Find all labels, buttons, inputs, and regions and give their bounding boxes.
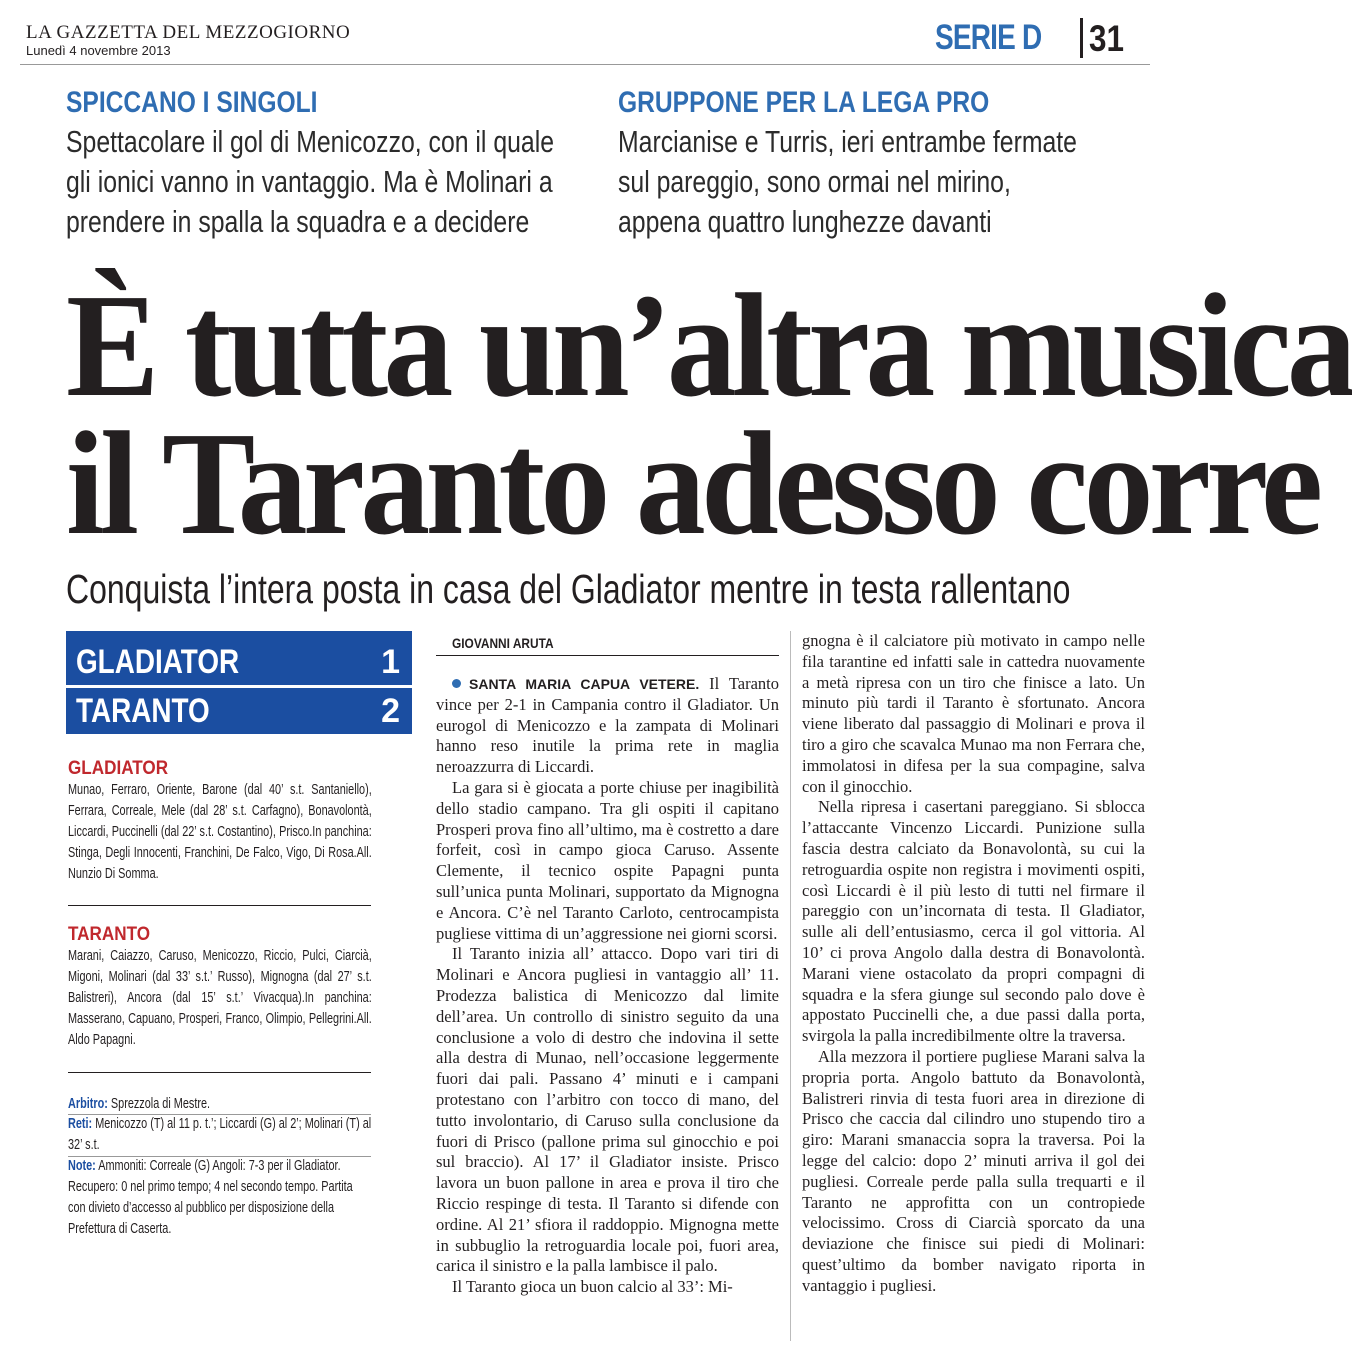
masthead-rule bbox=[20, 64, 1150, 65]
left-kicker-title: SPICCANO I SINGOLI bbox=[66, 86, 318, 119]
lineup-divider bbox=[68, 905, 371, 906]
article-column-2 bbox=[802, 631, 1145, 1297]
subheadline: Conquista l’intera posta in casa del Gladiator mentre in testa rallentano bbox=[66, 566, 1071, 612]
section-title: SERIE D bbox=[935, 18, 1042, 57]
goals-label: Reti: bbox=[68, 1116, 93, 1132]
right-kicker-line: appena quattro lunghezze davanti bbox=[618, 204, 992, 239]
byline-rule bbox=[436, 655, 779, 656]
right-kicker-line: sul pareggio, sono ormai nel mirino, bbox=[618, 164, 1011, 199]
away-team-name: TARANTO bbox=[76, 692, 210, 730]
byline: GIOVANNI ARUTA bbox=[452, 635, 554, 651]
article-column-1 bbox=[436, 674, 779, 1298]
referee-label: Arbitro: bbox=[68, 1096, 108, 1112]
referee-info bbox=[68, 1094, 372, 1115]
article-paragraph: Il Taranto inizia all’ attacco. Dopo vari tiri di Molinari e Ancora pugliesi in vantaggio all’ 11. Prodezza balistica di Menicozzo dal limite dell’area. Un controllo di sinistro seguito da una conclusione a volo di destro che indovina il sette alla destra di Munao, nell’occasione leggermente fuori dai pali. Passano 4’ minuti e i campani protestano con l’arbitro con tocco di mano, del tutto involontario, di Caruso sulla conclusione da fuori di Prisco (pallone prima sul ginocchio e poi sul braccio). Al 17’ il Gladiator insiste. Prisco lavora un buon pallone in area e prova il tiro che Riccio respinge di testa. Il Taranto si difende con ordine. Al 21’ sfiora il raddoppio. Mignogna mette in subbuglio la retroguardia locale poi, fuori area, carica il sinistro e la palla lambisce il palo. bbox=[436, 944, 779, 1276]
article-paragraph: Il Taranto gioca un buon calcio al 33’: Mi- bbox=[452, 1277, 733, 1297]
home-team-name: GLADIATOR bbox=[76, 643, 240, 681]
notes-text: Ammoniti: Correale (G) Angoli: 7-3 per il Gladiator. Recupero: 0 nel primo tempo; 4 nel secondo tempo. Partita con divieto d’accesso al pubblico per disposizione della Prefettura di Caserta. bbox=[68, 1158, 353, 1237]
notes-info bbox=[68, 1156, 372, 1240]
dateline: SANTA MARIA CAPUA VETERE. bbox=[469, 676, 700, 692]
headline-line-2: il Taranto adesso corre bbox=[66, 402, 1319, 566]
right-kicker-title: GRUPPONE PER LA LEGA PRO bbox=[618, 86, 990, 119]
article-paragraph: Alla mezzora il portiere pugliese Marani salva la propria porta. Angolo battuto da Bonavolontà, Balistreri rinvia di testa fuori area in direzione di Prisco che caccia dal cilindro uno stupendo tiro a giro: Marani smanaccia sopra la traversa. Poi la legge del calcio: dopo 2’ minuti arriva il gol dei pugliesi. Correale perde palla sulla trequarti e il Taranto ne approfitta con un contropiede velocissimo. Cross di Ciarcià sporcato da una deviazione che finisce sui piedi di Molinari: quest’ultimo da bomber navigato riporta in vantaggio i pugliesi. bbox=[802, 1046, 1145, 1295]
article-paragraph: SANTA MARIA CAPUA VETERE. Il Taranto vince per 2-1 in Campania contro il Gladiator. Un eurogol di Menicozzo e la zampata di Molinari hanno reso inutile la prima rete in maglia neroazzurra di Liccardi. bbox=[436, 674, 780, 777]
newspaper-masthead: LA GAZZETTA DEL MEZZOGIORNO bbox=[26, 22, 351, 43]
lineup-home-title: GLADIATOR bbox=[68, 758, 169, 779]
goals-info bbox=[68, 1114, 372, 1156]
headline-line-1: È tutta un’altra musica bbox=[66, 264, 1352, 428]
left-kicker-line: gli ionici vanno in vantaggio. Ma è Molinari a bbox=[66, 164, 553, 199]
column-divider bbox=[790, 631, 791, 1341]
referee-text: Sprezzola di Mestre. bbox=[110, 1096, 211, 1112]
notes-label: Note: bbox=[68, 1158, 96, 1174]
away-team-goals: 2 bbox=[381, 692, 400, 730]
issue-date: Lunedì 4 novembre 2013 bbox=[26, 43, 171, 58]
lineup-away-text: Marani, Caiazzo, Caruso, Menicozzo, Riccio, Pulci, Ciarcià, Migoni, Molinari (dal 33’ s.t.’ Russo), Mignogna (dal 27’ s.t. Balistreri), Ancora (dal 15’ s.t.’ Vivacqua).In panchina: Masserano, Capuano, Prosperi, Franco, Olimpio, Pellegrini.All. Aldo Papagni. bbox=[68, 948, 372, 1048]
page-number-divider bbox=[1080, 18, 1083, 58]
left-kicker-line: prendere in spalla la squadra e a decidere bbox=[66, 204, 530, 239]
score-row-home bbox=[66, 639, 412, 683]
bullet-dot-icon bbox=[452, 679, 461, 688]
right-kicker-text bbox=[618, 122, 1077, 242]
score-row-away bbox=[66, 688, 412, 732]
goals-text: Menicozzo (T) al 11 p. t.’; Liccardi (G) al 2’; Molinari (T) al 32’ s.t. bbox=[68, 1116, 372, 1153]
lineup-divider bbox=[68, 1072, 371, 1073]
home-team-goals: 1 bbox=[381, 643, 400, 681]
page-number: 31 bbox=[1089, 18, 1124, 59]
left-kicker-text bbox=[66, 122, 554, 242]
lineup-away-title: TARANTO bbox=[68, 924, 151, 945]
article-paragraph: La gara si è giocata a porte chiuse per inagibilità dello stadio campano. Tra gli ospiti il capitano Prosperi prova fino all’ultimo, ma è costretto a dare forfeit, così in campo gioca Caruso. Assente Clemente, il tecnico ospite Papagni punta sull’unica punta Molinari, supportato da Mignogna e Ancora. C’è nel Taranto Carloto, centrocampista pugliese vittima di un’aggressione nei giorni scorsi. bbox=[436, 777, 779, 943]
right-kicker-line: Marcianise e Turris, ieri entrambe fermate bbox=[618, 124, 1077, 159]
article-paragraph: gnogna è il calciatore più motivato in campo nelle fila tarantine ed infatti sale in cattedra nuovamente a metà ripresa con un tiro che finisce a lato. Un minuto più tardi il Taranto è sfortunato. Ancora viene liberato dal passaggio di Molinari e prova il tiro a giro che scavalca Munao ma non Ferrara che, immolatosi in difesa per la sua compagine, salva con il ginocchio. bbox=[802, 631, 1145, 796]
article-paragraph: Nella ripresa i casertani pareggiano. Si sblocca l’attaccante Vincenzo Liccardi. Punizione sulla fascia destra calciato da Bonavolontà, su cui la retroguardia ospite non registra i movimenti ospiti, così Liccardi è il più lesto di tutti nel firmare il pareggio con un’incornata di testa. Il Gladiator, sulle ali dell’entusiasmo, cerca il gol vittoria. Al 10’ ci prova Angolo dalla destra di Bonavolontà. Marani viene ostacolato da propri compagni di squadra e la sfera giunge sul secondo palo dove è appostato Puccinelli che, a due passi dalla porta, svirgola la palla incredibilmente oltre la traversa. bbox=[802, 797, 1145, 1046]
left-kicker-line: Spettacolare il gol di Menicozzo, con il quale bbox=[66, 124, 555, 159]
lineup-home-text: Munao, Ferraro, Oriente, Barone (dal 40’ s.t. Santaniello), Ferrara, Correale, Mele (dal 28’ s.t. Carfagno), Bonavolontà, Liccardi, Puccinelli (dal 22’ s.t. Costantino), Prisco.In panchina: Stinga, Degli Innocenti, Franchini, De Falco, Vigo, Di Rosa.All. Nunzio Di Somma. bbox=[68, 782, 372, 882]
scoreboard bbox=[66, 631, 412, 734]
